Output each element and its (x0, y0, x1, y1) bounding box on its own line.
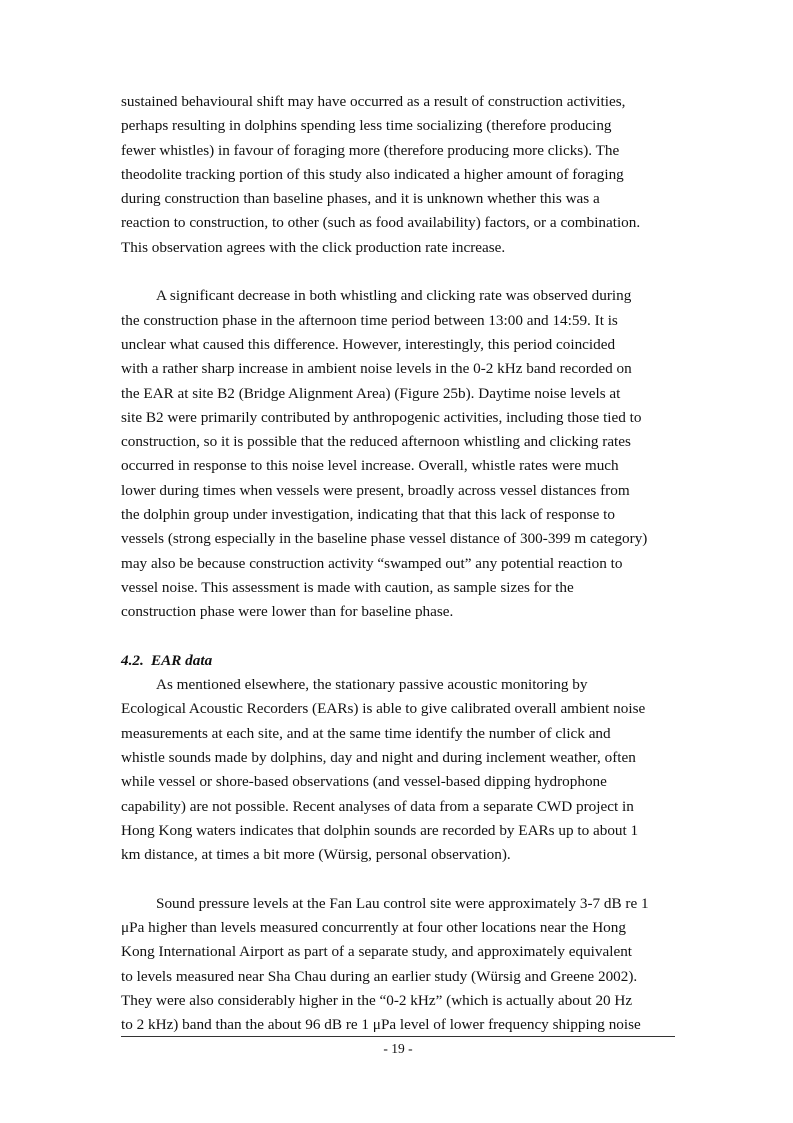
text-line: lower during times when vessels were present, broadly across vessel distances from (121, 481, 630, 499)
paragraph-ear-monitoring (121, 673, 677, 867)
text-line: vessel noise. This assessment is made with caution, as sample sizes for the (121, 578, 574, 596)
text-line: vessels (strong especially in the baseline phase vessel distance of 300-399 m category) (121, 530, 648, 548)
text-line: measurements at each site, and at the same time identify the number of click and (121, 724, 611, 742)
paragraph-behavioural-shift (121, 90, 677, 260)
text-line: theodolite tracking portion of this study also indicated a higher amount of foraging (121, 165, 624, 183)
text-line: They were also considerably higher in the “0-2 kHz” (which is actually about 20 Hz (121, 991, 633, 1009)
text-line: the dolphin group under investigation, indicating that that this lack of response to (121, 506, 615, 524)
page-footer (121, 1036, 675, 1058)
text-line: unclear what caused this difference. However, interestingly, this period coincided (121, 335, 616, 353)
text-line: site B2 were primarily contributed by anthropogenic activities, including those tied to (121, 408, 642, 426)
paragraph-sound-pressure (121, 892, 677, 1038)
text-line: Ecological Acoustic Recorders (EARs) is able to give calibrated overall ambient noise (121, 700, 646, 718)
text-line: construction phase were lower than for baseline phase. (121, 603, 454, 621)
text-line: during construction than baseline phases, and it is unknown whether this was a (121, 190, 600, 208)
section-number: 4.2. (121, 651, 144, 669)
text-line: This observation agrees with the click production rate increase. (121, 238, 506, 256)
text-line: to 2 kHz) band than the about 96 dB re 1 μPa level of lower frequency shipping noise (121, 1016, 641, 1034)
document-page (121, 90, 677, 1038)
text-line: Hong Kong waters indicates that dolphin sounds are recorded by EARs up to about 1 (121, 821, 639, 839)
text-line: construction, so it is possible that the reduced afternoon whistling and clicking rates (121, 433, 631, 451)
text-line: with a rather sharp increase in ambient noise levels in the 0-2 kHz band recorded on (121, 360, 632, 378)
text-line: occurred in response to this noise level increase. Overall, whistle rates were much (121, 457, 619, 475)
text-line: may also be because construction activity “swamped out” any potential reaction to (121, 554, 623, 572)
section-title: EAR data (151, 651, 213, 669)
text-line: μPa higher than levels measured concurrently at four other locations near the Hong (121, 919, 626, 937)
text-line: while vessel or shore-based observations (and vessel-based dipping hydrophone (121, 773, 607, 791)
text-line: capability) are not possible. Recent analyses of data from a separate CWD project in (121, 797, 634, 815)
text-line: A significant decrease in both whistling and clicking rate was observed during (156, 287, 632, 305)
text-line: the EAR at site B2 (Bridge Alignment Area) (Figure 25b). Daytime noise levels at (121, 384, 621, 402)
section-heading (121, 649, 677, 673)
text-line: reaction to construction, to other (such as food availability) factors, or a combination. (121, 214, 641, 232)
text-line: fewer whistles) in favour of foraging more (therefore producing more clicks). The (121, 141, 620, 159)
text-line: to levels measured near Sha Chau during an earlier study (Würsig and Greene 2002). (121, 967, 638, 985)
text-line: Kong International Airport as part of a separate study, and approximately equivalent (121, 943, 633, 961)
text-line: perhaps resulting in dolphins spending less time socializing (therefore producing (121, 117, 612, 135)
text-line: km distance, at times a bit more (Würsig, personal observation). (121, 846, 511, 864)
text-line: sustained behavioural shift may have occurred as a result of construction activities, (121, 93, 626, 110)
text-line: As mentioned elsewhere, the stationary passive acoustic monitoring by (156, 676, 588, 694)
paragraph-afternoon-decrease (121, 284, 677, 624)
page-number: - 19 - (383, 1041, 413, 1056)
text-line: the construction phase in the afternoon time period between 13:00 and 14:59. It is (121, 311, 618, 329)
text-line: Sound pressure levels at the Fan Lau control site were approximately 3-7 dB re 1 (156, 894, 649, 912)
text-line: whistle sounds made by dolphins, day and night and during inclement weather, often (121, 749, 636, 767)
paragraph-spacer (121, 625, 677, 649)
paragraph-spacer (121, 260, 677, 284)
paragraph-spacer (121, 868, 677, 892)
